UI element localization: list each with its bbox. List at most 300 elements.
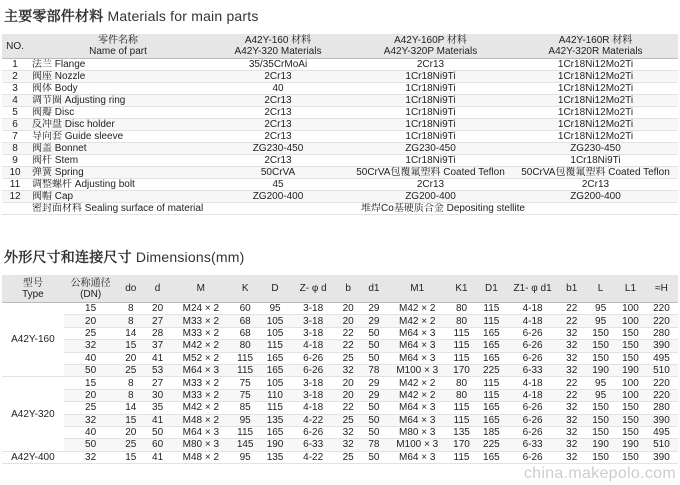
materials-row	[2, 59, 678, 71]
cell-b1: 22	[558, 303, 585, 315]
cell-big-d: 105	[260, 377, 291, 389]
row-material-1: 35/35CrMoAi	[208, 59, 348, 71]
cell-dn: 15	[64, 303, 118, 315]
cell-h: 495	[645, 352, 678, 364]
cell-m: M80 × 3	[171, 439, 231, 451]
row-part: 导向套 Guide sleeve	[28, 131, 208, 143]
cell-big-d: 115	[260, 402, 291, 414]
row-part: 弹簧 Spring	[28, 167, 208, 179]
row-part: 调节圈 Adjusting ring	[28, 95, 208, 107]
cell-d: 41	[144, 414, 171, 426]
row-material-3: 1Cr18Ni12Mo2Ti	[513, 95, 678, 107]
cell-z1: 6-33	[507, 364, 559, 376]
header-m1: M1	[387, 275, 447, 303]
row-material-1: ZG230-450	[208, 143, 348, 155]
type-cell: A42Y-320	[2, 377, 64, 451]
row-no: 6	[2, 119, 28, 131]
dimensions-row	[2, 389, 678, 401]
header-col2	[348, 34, 513, 59]
cell-b1: 32	[558, 364, 585, 376]
cell-l1: 190	[616, 364, 645, 376]
cell-b: 20	[336, 377, 361, 389]
row-material-1: 40	[208, 83, 348, 95]
cell-z: 4-22	[290, 451, 335, 463]
cell-d: 35	[144, 402, 171, 414]
cell-d: 28	[144, 327, 171, 339]
cell-m: M48 × 2	[171, 451, 231, 463]
cell-k: 85	[231, 402, 260, 414]
cell-dn: 20	[64, 315, 118, 327]
cell-z: 4-18	[290, 402, 335, 414]
cell-h: 220	[645, 303, 678, 315]
cell-big-d1: 165	[476, 402, 507, 414]
cell-b1: 32	[558, 352, 585, 364]
cell-k1: 115	[447, 402, 476, 414]
materials-row	[2, 119, 678, 131]
cell-d: 50	[144, 426, 171, 438]
cell-b1: 22	[558, 377, 585, 389]
cell-big-d1: 115	[476, 389, 507, 401]
cell-big-d: 95	[260, 303, 291, 315]
row-material-2: ZG230-450	[348, 143, 513, 155]
row-material-1: 2Cr13	[208, 107, 348, 119]
row-material-3: 1Cr18Ni12Mo2Ti	[513, 131, 678, 143]
cell-d1: 29	[361, 303, 388, 315]
cell-b1: 22	[558, 315, 585, 327]
cell-do: 14	[117, 402, 144, 414]
row-material-2: 2Cr13	[348, 179, 513, 191]
cell-do: 15	[117, 414, 144, 426]
row-no: 5	[2, 107, 28, 119]
cell-do: 20	[117, 352, 144, 364]
cell-z1: 6-26	[507, 414, 559, 426]
cell-do: 25	[117, 439, 144, 451]
cell-z1: 6-26	[507, 340, 559, 352]
materials-row	[2, 143, 678, 155]
cell-h: 495	[645, 426, 678, 438]
cell-l: 95	[585, 303, 616, 315]
row-material-2: ZG200-400	[348, 191, 513, 203]
row-no: 1	[2, 59, 28, 71]
dimensions-table	[2, 275, 678, 464]
cell-z: 4-22	[290, 414, 335, 426]
row-material-3: ZG230-450	[513, 143, 678, 155]
row-material-3: ZG200-400	[513, 191, 678, 203]
cell-d: 30	[144, 389, 171, 401]
cell-d: 41	[144, 352, 171, 364]
cell-l: 95	[585, 377, 616, 389]
cell-m: M33 × 2	[171, 327, 231, 339]
cell-l: 150	[585, 451, 616, 463]
row-part: 法兰 Flange	[28, 59, 208, 71]
header-d1: d1	[361, 275, 388, 303]
dimensions-row	[2, 327, 678, 339]
cell-m1: M64 × 3	[387, 402, 447, 414]
row-material-2: 1Cr18Ni9Ti	[348, 95, 513, 107]
cell-h: 280	[645, 327, 678, 339]
header-d: d	[144, 275, 171, 303]
row-material-1: 2Cr13	[208, 131, 348, 143]
cell-b: 22	[336, 340, 361, 352]
row-no: 9	[2, 155, 28, 167]
cell-b1: 32	[558, 340, 585, 352]
cell-k1: 115	[447, 414, 476, 426]
materials-title-cn: 主要零部件材料	[4, 8, 104, 24]
cell-l: 150	[585, 426, 616, 438]
dimensions-title-en: Dimensions(mm)	[135, 249, 245, 265]
cell-do: 15	[117, 340, 144, 352]
cell-d1: 29	[361, 315, 388, 327]
cell-l1: 150	[616, 340, 645, 352]
cell-m: M42 × 2	[171, 402, 231, 414]
materials-table	[2, 34, 678, 215]
cell-m1: M42 × 2	[387, 389, 447, 401]
header-big-d: D	[260, 275, 291, 303]
cell-m1: M42 × 2	[387, 315, 447, 327]
cell-b: 20	[336, 389, 361, 401]
header-big-d1: D1	[476, 275, 507, 303]
row-material-2: 1Cr18Ni9Ti	[348, 131, 513, 143]
cell-big-d: 165	[260, 426, 291, 438]
cell-k1: 115	[447, 352, 476, 364]
cell-big-d: 135	[260, 414, 291, 426]
header-type-en: Type	[22, 288, 44, 300]
cell-k1: 135	[447, 426, 476, 438]
cell-big-d1: 225	[476, 439, 507, 451]
cell-k: 60	[231, 303, 260, 315]
cell-d1: 50	[361, 414, 388, 426]
header-do: do	[117, 275, 144, 303]
cell-big-d1: 185	[476, 426, 507, 438]
cell-h: 390	[645, 340, 678, 352]
cell-dn: 50	[64, 364, 118, 376]
cell-d1: 29	[361, 389, 388, 401]
cell-m1: M64 × 3	[387, 414, 447, 426]
header-col1-line2: A42Y-320 Materials	[234, 46, 322, 57]
cell-l: 150	[585, 327, 616, 339]
materials-section-title	[4, 6, 259, 26]
cell-k1: 170	[447, 439, 476, 451]
cell-l: 150	[585, 402, 616, 414]
cell-m: M33 × 2	[171, 389, 231, 401]
cell-l: 95	[585, 315, 616, 327]
dimensions-row	[2, 377, 678, 389]
cell-z: 6-26	[290, 352, 335, 364]
header-col2-line2: A42Y-320P Materials	[383, 46, 478, 57]
cell-z1: 6-26	[507, 451, 559, 463]
watermark: china.makepolo.com	[523, 465, 676, 482]
cell-k1: 115	[447, 327, 476, 339]
cell-b: 32	[336, 364, 361, 376]
cell-z: 3-18	[290, 327, 335, 339]
cell-big-d: 110	[260, 389, 291, 401]
materials-row	[2, 71, 678, 83]
cell-do: 8	[117, 377, 144, 389]
cell-b1: 32	[558, 451, 585, 463]
header-h: ≈H	[645, 275, 678, 303]
cell-do: 14	[117, 327, 144, 339]
cell-big-d1: 165	[476, 340, 507, 352]
cell-l1: 150	[616, 426, 645, 438]
cell-h: 510	[645, 364, 678, 376]
header-col3-line2: A42Y-320R Materials	[548, 46, 643, 57]
cell-h: 220	[645, 389, 678, 401]
cell-l: 95	[585, 389, 616, 401]
cell-big-d1: 115	[476, 377, 507, 389]
cell-b: 22	[336, 402, 361, 414]
materials-row	[2, 179, 678, 191]
header-b: b	[336, 275, 361, 303]
cell-m1: M100 × 3	[387, 364, 447, 376]
row-material-1: 50CrVA	[208, 167, 348, 179]
cell-z: 4-18	[290, 340, 335, 352]
cell-d: 27	[144, 315, 171, 327]
dimensions-row	[2, 439, 678, 451]
materials-row	[2, 95, 678, 107]
cell-dn: 25	[64, 327, 118, 339]
cell-big-d: 165	[260, 364, 291, 376]
cell-dn: 15	[64, 377, 118, 389]
cell-h: 390	[645, 414, 678, 426]
cell-k: 75	[231, 389, 260, 401]
cell-b1: 22	[558, 389, 585, 401]
dimensions-row	[2, 364, 678, 376]
header-l1: L1	[616, 275, 645, 303]
cell-z1: 6-26	[507, 327, 559, 339]
row-material-3: 2Cr13	[513, 179, 678, 191]
cell-k: 68	[231, 315, 260, 327]
cell-do: 25	[117, 364, 144, 376]
cell-b1: 32	[558, 426, 585, 438]
cell-b1: 32	[558, 402, 585, 414]
header-col1	[208, 34, 348, 59]
cell-dn: 40	[64, 352, 118, 364]
cell-big-d: 115	[260, 340, 291, 352]
header-dn-en: (DN)	[80, 288, 102, 300]
cell-l1: 190	[616, 439, 645, 451]
row-part: 阀体 Body	[28, 83, 208, 95]
cell-z: 6-26	[290, 364, 335, 376]
cell-m1: M42 × 2	[387, 303, 447, 315]
cell-b: 32	[336, 426, 361, 438]
materials-row	[2, 167, 678, 179]
materials-row	[2, 155, 678, 167]
row-material-3: 1Cr18Ni9Ti	[513, 155, 678, 167]
cell-k1: 115	[447, 340, 476, 352]
dimensions-header-row	[2, 275, 678, 303]
header-dn-cn: 公称通径	[70, 277, 111, 289]
cell-l1: 150	[616, 352, 645, 364]
row-part: 阀帽 Cap	[28, 191, 208, 203]
cell-do: 20	[117, 426, 144, 438]
cell-big-d1: 165	[476, 327, 507, 339]
cell-d1: 50	[361, 352, 388, 364]
row-material-3: 1Cr18Ni12Mo2Ti	[513, 83, 678, 95]
cell-z: 3-18	[290, 389, 335, 401]
cell-d: 60	[144, 439, 171, 451]
cell-m: M33 × 2	[171, 315, 231, 327]
header-l: L	[585, 275, 616, 303]
cell-m: M24 × 2	[171, 303, 231, 315]
cell-b: 20	[336, 303, 361, 315]
cell-b1: 32	[558, 414, 585, 426]
cell-z1: 4-18	[507, 377, 559, 389]
cell-k: 115	[231, 364, 260, 376]
row-material-1: ZG200-400	[208, 191, 348, 203]
materials-row	[2, 83, 678, 95]
row-material-2: 1Cr18Ni9Ti	[348, 83, 513, 95]
dimensions-row	[2, 352, 678, 364]
cell-big-d: 165	[260, 352, 291, 364]
row-material-1: 2Cr13	[208, 95, 348, 107]
cell-m1: M42 × 2	[387, 377, 447, 389]
cell-do: 15	[117, 451, 144, 463]
cell-big-d1: 165	[476, 451, 507, 463]
cell-z: 3-18	[290, 377, 335, 389]
cell-d1: 50	[361, 402, 388, 414]
cell-big-d1: 115	[476, 303, 507, 315]
dimensions-title-cn: 外形尺寸和连接尺寸	[4, 249, 132, 265]
row-material-1: 2Cr13	[208, 119, 348, 131]
cell-k: 115	[231, 426, 260, 438]
header-part-en: Name of part	[89, 46, 147, 57]
dimensions-row	[2, 402, 678, 414]
header-type	[2, 275, 64, 303]
cell-d1: 50	[361, 426, 388, 438]
cell-m1: M100 × 3	[387, 439, 447, 451]
header-b1: b1	[558, 275, 585, 303]
cell-z1: 6-26	[507, 402, 559, 414]
cell-l1: 100	[616, 377, 645, 389]
cell-h: 220	[645, 377, 678, 389]
cell-h: 280	[645, 402, 678, 414]
cell-b1: 32	[558, 439, 585, 451]
header-type-cn: 型号	[22, 277, 43, 289]
row-no: 12	[2, 191, 28, 203]
cell-big-d: 135	[260, 451, 291, 463]
cell-b: 22	[336, 327, 361, 339]
cell-h: 220	[645, 315, 678, 327]
cell-m: M64 × 3	[171, 426, 231, 438]
row-no: 3	[2, 83, 28, 95]
row-no-empty	[2, 203, 28, 215]
cell-do: 8	[117, 315, 144, 327]
cell-d1: 50	[361, 327, 388, 339]
row-part: 阀杆 Stem	[28, 155, 208, 167]
dimensions-row	[2, 303, 678, 315]
materials-row-sealing	[2, 203, 678, 215]
cell-m: M52 × 2	[171, 352, 231, 364]
cell-z: 6-26	[290, 426, 335, 438]
cell-l1: 150	[616, 451, 645, 463]
cell-l: 190	[585, 439, 616, 451]
cell-z: 3-18	[290, 315, 335, 327]
cell-l1: 150	[616, 327, 645, 339]
cell-big-d: 105	[260, 327, 291, 339]
row-part: 密封面材料 Sealing surface of material	[28, 203, 208, 215]
cell-k: 68	[231, 327, 260, 339]
dimensions-row	[2, 426, 678, 438]
cell-b: 25	[336, 414, 361, 426]
cell-d: 20	[144, 303, 171, 315]
cell-big-d1: 225	[476, 364, 507, 376]
cell-z1: 4-18	[507, 389, 559, 401]
cell-k1: 170	[447, 364, 476, 376]
row-material-3: 50CrVA包覆氟塑料 Coated Teflon	[513, 167, 678, 179]
row-material-3: 1Cr18Ni12Mo2Ti	[513, 107, 678, 119]
dimensions-row	[2, 340, 678, 352]
cell-l1: 100	[616, 389, 645, 401]
cell-dn: 32	[64, 340, 118, 352]
cell-big-d1: 165	[476, 414, 507, 426]
cell-z1: 4-18	[507, 303, 559, 315]
cell-z1: 6-33	[507, 439, 559, 451]
cell-do: 8	[117, 303, 144, 315]
header-no: NO.	[2, 34, 28, 59]
type-cell: A42Y-160	[2, 303, 64, 377]
cell-d1: 50	[361, 451, 388, 463]
cell-dn: 50	[64, 439, 118, 451]
type-cell: A42Y-400	[2, 451, 64, 463]
header-k: K	[231, 275, 260, 303]
cell-d1: 50	[361, 340, 388, 352]
header-m: M	[171, 275, 231, 303]
cell-d1: 29	[361, 377, 388, 389]
cell-big-d1: 115	[476, 315, 507, 327]
header-z1: Z1- φ d1	[507, 275, 559, 303]
row-material-1: 45	[208, 179, 348, 191]
row-part: 调整螺杆 Adjusting bolt	[28, 179, 208, 191]
cell-m: M42 × 2	[171, 340, 231, 352]
materials-row	[2, 107, 678, 119]
cell-do: 8	[117, 389, 144, 401]
cell-k1: 80	[447, 389, 476, 401]
cell-z: 3-18	[290, 303, 335, 315]
cell-dn: 32	[64, 451, 118, 463]
header-col3	[513, 34, 678, 59]
cell-z1: 4-18	[507, 315, 559, 327]
row-material-2: 1Cr18Ni9Ti	[348, 155, 513, 167]
cell-l1: 150	[616, 402, 645, 414]
row-part: 阀瓣 Disc	[28, 107, 208, 119]
cell-b: 20	[336, 315, 361, 327]
row-no: 11	[2, 179, 28, 191]
materials-row	[2, 191, 678, 203]
dimensions-row	[2, 414, 678, 426]
cell-z1: 6-26	[507, 352, 559, 364]
header-part	[28, 34, 208, 59]
cell-k: 115	[231, 352, 260, 364]
header-col3-line1: A42Y-160R 材料	[558, 35, 633, 46]
row-no: 8	[2, 143, 28, 155]
cell-b: 32	[336, 439, 361, 451]
row-material-2: 2Cr13	[348, 59, 513, 71]
cell-b: 25	[336, 451, 361, 463]
materials-row	[2, 131, 678, 143]
row-no: 2	[2, 71, 28, 83]
row-material-1: 2Cr13	[208, 155, 348, 167]
header-k1: K1	[447, 275, 476, 303]
dimensions-row	[2, 451, 678, 463]
materials-header-row	[2, 34, 678, 59]
row-part: 阀座 Nozzle	[28, 71, 208, 83]
cell-b1: 32	[558, 327, 585, 339]
row-material-1: 2Cr13	[208, 71, 348, 83]
cell-k: 145	[231, 439, 260, 451]
cell-d: 53	[144, 364, 171, 376]
cell-m1: M64 × 3	[387, 352, 447, 364]
row-material-3: 1Cr18Ni12Mo2Ti	[513, 59, 678, 71]
